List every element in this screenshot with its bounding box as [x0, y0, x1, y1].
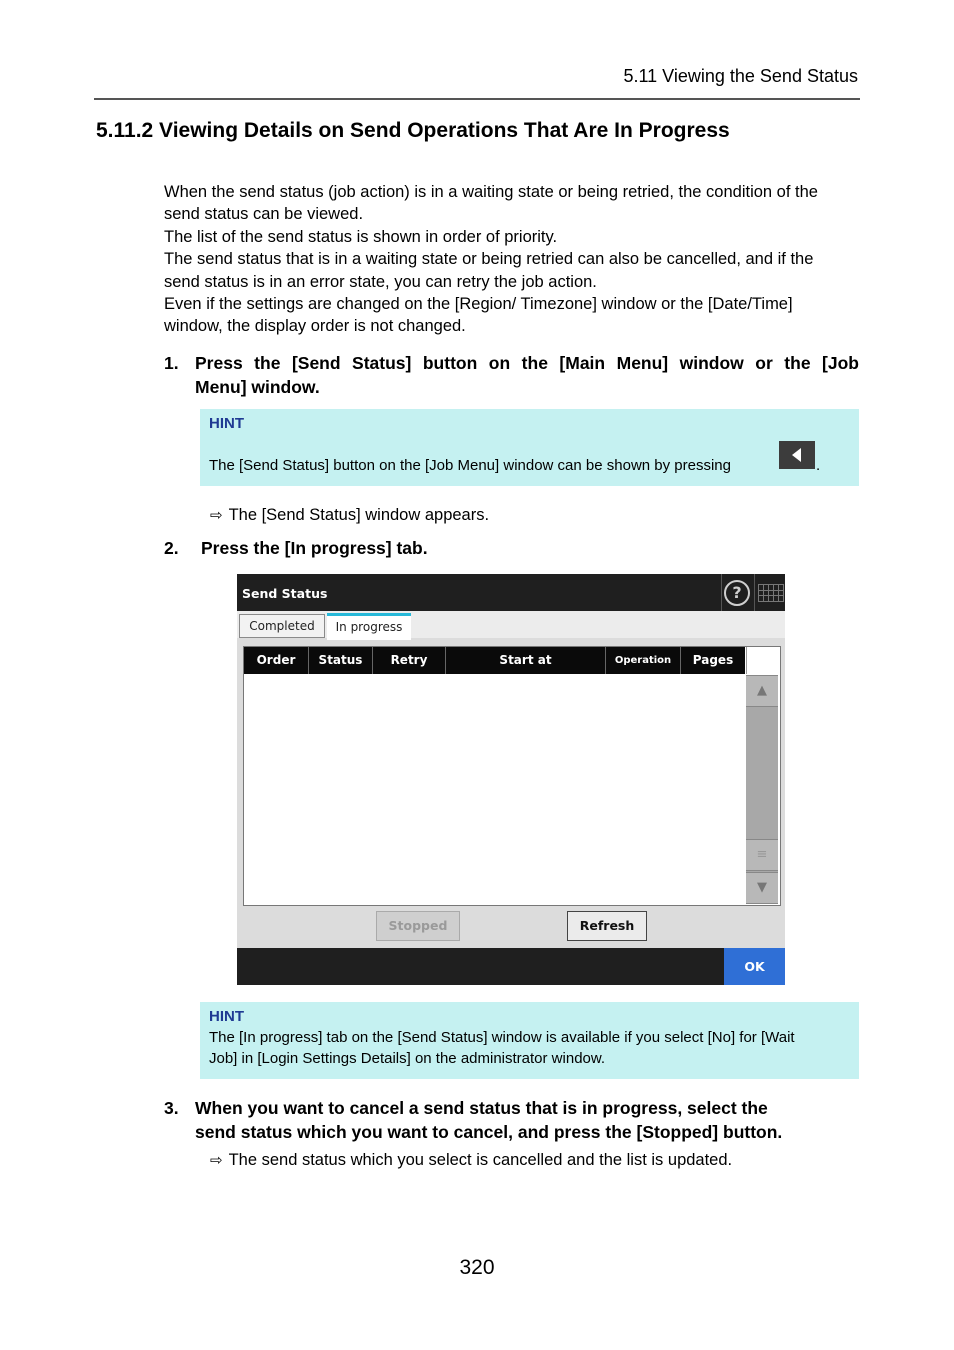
- result-text: The send status which you select is cancelled and the list is updated.: [228, 1151, 733, 1169]
- hint-title: HINT: [209, 1008, 244, 1025]
- tab-bar: [237, 611, 785, 638]
- step-text: Press the [Send Status] button on the [Main Menu] window or the [Job: [195, 353, 859, 373]
- hint-text-end: .: [816, 457, 821, 474]
- step-number: 3.: [164, 1098, 179, 1118]
- column-header-status[interactable]: Status: [309, 647, 372, 674]
- titlebar-divider: [754, 574, 755, 611]
- result-arrow-icon: ⇨: [210, 1152, 223, 1169]
- hint-text: Job] in [Login Settings Details] on the administrator window.: [209, 1050, 606, 1067]
- hint-box: [200, 409, 859, 486]
- hint-text: The [Send Status] button on the [Job Menu] window can be shown by pressing: [209, 457, 731, 474]
- keyboard-icon[interactable]: [758, 584, 784, 602]
- hint-title: HINT: [209, 415, 244, 432]
- step-number: 1.: [164, 353, 179, 373]
- step-2: [164, 536, 564, 562]
- column-header-operation[interactable]: Operation: [606, 647, 680, 674]
- hint-box: [200, 1002, 859, 1079]
- page-number: 320: [459, 1256, 495, 1279]
- intro-line: When the send status (job action) is in a waiting state or being retried, the condition of the: [164, 183, 818, 201]
- result-arrow-icon: ⇨: [210, 507, 223, 524]
- vertical-scrollbar[interactable]: [746, 675, 778, 904]
- ok-button[interactable]: OK: [724, 948, 785, 985]
- column-header-order[interactable]: Order: [244, 647, 308, 674]
- step-text: When you want to cancel a send status that is in progress, select the: [195, 1098, 768, 1118]
- help-icon[interactable]: ?: [724, 580, 750, 606]
- column-header-retry[interactable]: Retry: [373, 647, 445, 674]
- intro-line: window, the display order is not changed.: [164, 317, 466, 335]
- running-header: 5.11 Viewing the Send Status: [623, 66, 858, 86]
- column-header-start-at[interactable]: Start at: [446, 647, 605, 674]
- step-text: Menu] window.: [195, 377, 320, 397]
- step-text: Press the [In progress] tab.: [201, 538, 428, 558]
- step-number: 2.: [164, 538, 179, 558]
- send-status-table: [243, 646, 781, 906]
- window-title: Send Status: [242, 586, 328, 601]
- window-footer: [237, 948, 785, 985]
- header-divider: [94, 98, 860, 100]
- result-text: The [Send Status] window appears.: [228, 506, 490, 524]
- stopped-button[interactable]: Stopped: [376, 911, 460, 941]
- intro-line: The send status that is in a waiting state or being retried can also be cancelled, and if the: [164, 250, 814, 268]
- scroll-thumb-icon[interactable]: ≡: [746, 839, 778, 871]
- intro-line: send status is in an error state, you can retry the job action.: [164, 273, 597, 291]
- intro-line: The list of the send status is shown in order of priority.: [164, 228, 558, 246]
- send-status-screenshot: [237, 574, 785, 985]
- step-text: send status which you want to cancel, and press the [Stopped] button.: [195, 1122, 783, 1142]
- scroll-down-icon[interactable]: ▼: [746, 872, 778, 904]
- tab-completed[interactable]: Completed: [239, 614, 325, 638]
- scrollbar-corner: [746, 647, 779, 674]
- window-titlebar: [237, 574, 785, 611]
- scroll-up-icon[interactable]: ▲: [746, 675, 778, 707]
- section-title: 5.11.2 Viewing Details on Send Operations That Are In Progress: [96, 119, 730, 142]
- hint-text: The [In progress] tab on the [Send Status] window is available if you select [No] for [Wait: [209, 1029, 795, 1046]
- result-line: [210, 1151, 732, 1170]
- back-button-icon: [779, 441, 815, 469]
- titlebar-divider: [721, 574, 722, 611]
- refresh-button[interactable]: Refresh: [567, 911, 647, 941]
- tab-in-progress[interactable]: In progress: [327, 613, 411, 640]
- step-1: [164, 351, 859, 401]
- result-line: [210, 506, 489, 525]
- step-3: [164, 1096, 859, 1146]
- intro-line: send status can be viewed.: [164, 205, 364, 223]
- intro-line: Even if the settings are changed on the [Region/ Timezone] window or the [Date/Time]: [164, 295, 793, 313]
- column-header-pages[interactable]: Pages: [681, 647, 745, 674]
